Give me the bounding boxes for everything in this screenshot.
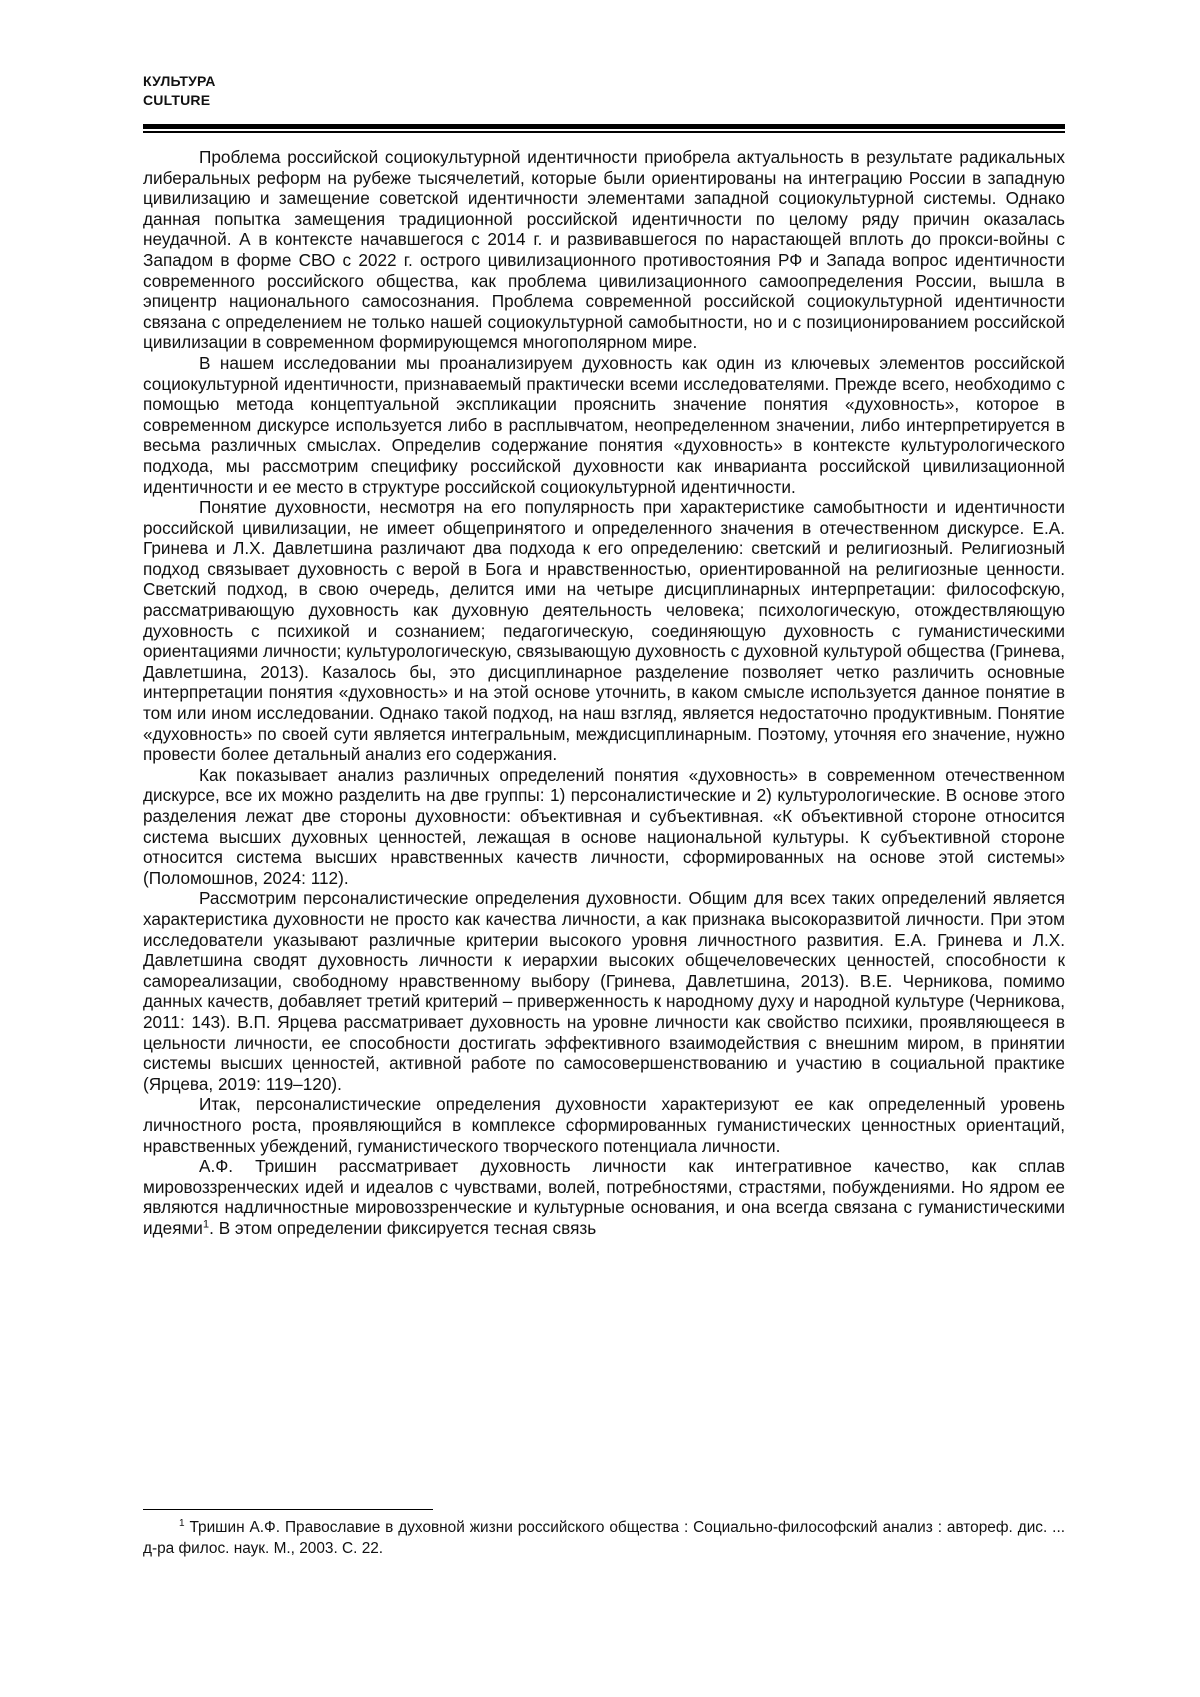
paragraph: Как показывает анализ различных определений понятия «духовность» в современном отечественном дискурсе, все их можно разделить на две группы: 1) персоналистические и 2) культурологические. В основе этого разделения лежат две стороны духовности: объективная и субъективная. «К объективной стороне относится система высших духовных ценностей, лежащая в основе национальной культуры. К субъективной стороне относится система высших нравственных качеств личности, сформированных на основе этой системы» (Поломошнов, 2024: 112). <box>143 764 1065 888</box>
section-title-en: CULTURE <box>143 92 211 108</box>
header-rule-thin <box>143 131 1065 133</box>
footnote-text: Тришин А.Ф. Православие в духовной жизни российского общества : Социально-философский анализ : автореф. дис. ... д-ра филос. наук. М., 2003. С. 22. <box>143 1519 1065 1557</box>
footnote-separator <box>143 1509 433 1510</box>
paragraph: В нашем исследовании мы проанализируем духовность как один из ключевых элементов российской социокультурной идентичности, признаваемый практически всеми исследователями. Прежде всего, необходимо с помощью метода концептуальной экспликации прояснить значение понятия «духовность», которое в современном дискурсе используется либо в расплывчатом, неопределенном значении, либо интерпретируется в весьма различных смыслах. Определив содержание понятия «духовность» в контексте культурологического подхода, мы рассмотрим специфику российской духовности как инварианта российской цивилизационной идентичности и ее место в структуре российской социокультурной идентичности. <box>143 352 1065 497</box>
article-body <box>143 147 1065 1238</box>
paragraph: Рассмотрим персоналистические определения духовности. Общим для всех таких определений является характеристика духовности не просто как качества личности, а как признака высокоразвитой личности. При этом исследователи указывают различные критерии высокого уровня личностного развития. Е.А. Гринева и Л.Х. Давлетшина сводят духовность личности к иерархии высоких общечеловеческих ценностей, способности к самореализации, свободному нравственному выбору (Гринева, Давлетшина, 2013). В.Е. Черникова, помимо данных качеств, добавляет третий критерий – приверженность к народному духу и народной культуре (Черникова, 2011: 143). В.П. Ярцева рассматривает духовность на уровне личности как свойство психики, проявляющееся в цельности личности, ее способности достигать эффективного взаимодействия с внешним миром, в принятии системы высших ценностей, активной работе по самосовершенствованию и участию в социальной практике (Ярцева, 2019: 119–120). <box>143 888 1065 1094</box>
footnote-number: 1 <box>179 1517 185 1529</box>
paragraph-text: А.Ф. Тришин рассматривает духовность личности как интегративное качество, как сплав мировоззренческих идей и идеалов с чувствами, волей, потребностями, страстями, побуждениями. Но ядром ее являются надличностные мировоззренческие и культурные основания, и она всегда связана с гуманистическими идеями <box>143 1156 1065 1238</box>
paragraph: Итак, персоналистические определения духовности характеризуют ее как определенный уровень личностного роста, проявляющийся в комплексе сформированных гуманистических ценностных ориентаций, нравственных убеждений, гуманистического творческого потенциала личности. <box>143 1094 1065 1156</box>
footnote <box>143 1518 1065 1559</box>
section-title-ru: КУЛЬТУРА <box>143 73 216 89</box>
footnote-reference[interactable]: 1 <box>202 1218 210 1231</box>
header-rule-thick <box>143 124 1065 129</box>
paragraph: Проблема российской социокультурной идентичности приобрела актуальность в результате радикальных либеральных реформ на рубеже тысячелетий, которые были ориентированы на интеграцию России в западную цивилизацию и замещение советской идентичности элементами западной социокультурной системы. Однако данная попытка замещения традиционной российской идентичности по целому ряду причин оказалась неудачной. А в контексте начавшегося с 2014 г. и развивавшегося по нарастающей вплоть до прокси-войны с Западом в форме СВО с 2022 г. острого цивилизационного противостояния РФ и Запада вопрос идентичности современного российского общества, как проблема цивилизационного самоопределения России, вышла в эпицентр национального самосознания. Проблема современной российской социокультурной идентичности связана с определением не только нашей социокультурной самобытности, но и с позиционированием российской цивилизации в современном формирующемся многополярном мире. <box>143 147 1065 353</box>
running-header <box>143 72 216 110</box>
paragraph-text-continued: . В этом определении фиксируется тесная связь <box>209 1217 597 1238</box>
paragraph: Понятие духовности, несмотря на его популярность при характеристике самобытности и идентичности российской цивилизации, не имеет общепринятого и определенного значения в отечественном дискурсе. Е.А. Гринева и Л.Х. Давлетшина различают два подхода к его определению: светский и религиозный. Религиозный подход связывает духовность с верой в Бога и нравственностью, ориентированной на религиозные ценности. Светский подход, в свою очередь, делится ими на четыре дисциплинарных интерпретации: философскую, рассматривающую духовность как духовную деятельность человека; психологическую, отождествляющую духовность с психикой и сознанием; педагогическую, соединяющую духовность с гуманистическими ориентациями личности; культурологическую, связывающую духовность с духовной культурой общества (Гринева, Давлетшина, 2013). Казалось бы, это дисциплинарное разделение позволяет четко различить основные интерпретации понятия «духовность» и на этой основе уточнить, в каком смысле используется данное понятие в том или ином исследовании. Однако такой подход, на наш взгляд, является недостаточно продуктивным. Понятие «духовность» по своей сути является интегральным, междисциплинарным. Поэтому, уточняя его значение, нужно провести более детальный анализ его содержания. <box>143 497 1065 765</box>
paragraph-with-footnote <box>143 1156 1065 1238</box>
